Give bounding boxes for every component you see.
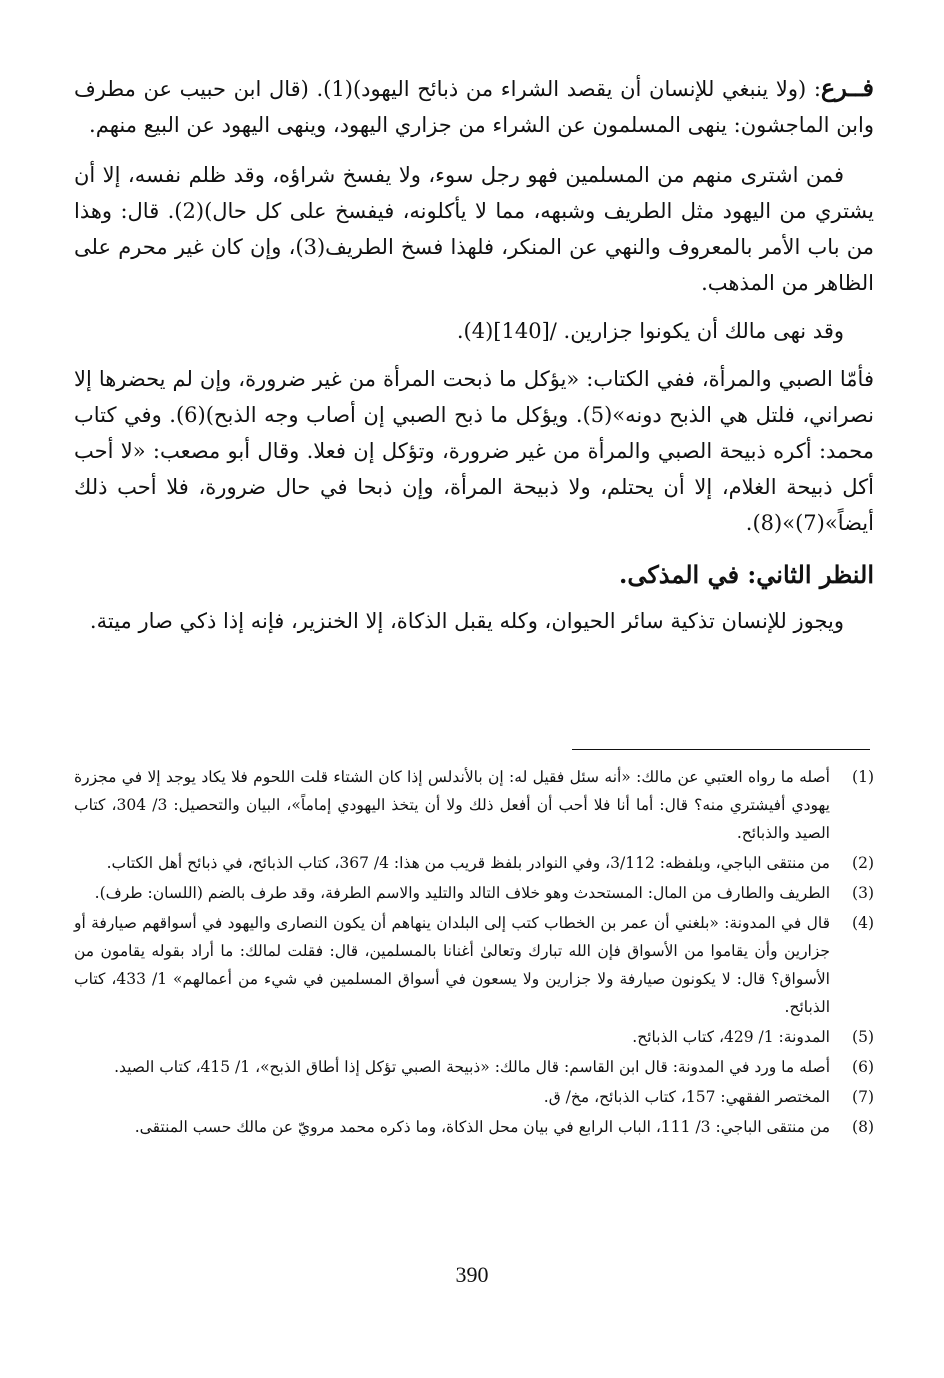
footnote-1 [74, 763, 874, 847]
footnote-8 [74, 1113, 874, 1141]
main-text [74, 70, 874, 639]
footnotes [74, 763, 874, 1143]
footnote-number: (5) [852, 1028, 874, 1046]
paragraph-slaughter: ويجوز للإنسان تذكية سائر الحيوان، وكله يقبل الذكاة، إلا الخنزير، فإنه إذا ذكي صار ميتة. [89, 609, 844, 633]
footnote-text: أصله ما رواه العتبي عن مالك: «أنه سئل فقيل له: إن بالأندلس إذا كان الشتاء قلت اللحوم فلا يكاد يوجد إلا في مجزرة يهودي أفيشتري منه؟ قال: أما أنا فلا أحب أن أفعل ذلك ولا أن يتخذ اليهودي إماماً»، البيان والتحصيل: 3/ 304، كتاب الصيد والذبائح. [74, 768, 830, 842]
footnote-6 [74, 1053, 874, 1081]
footnote-text: من منتقى الباجي، وبلفظه: 3/112، وفي النوادر بلفظ قريب من هذا: 4/ 367، كتاب الذبائح، في ذبائح أهل الكتاب. [106, 854, 830, 872]
footnote-text: أصله ما ورد في المدونة: قال ابن القاسم: قال مالك: «ذبيحة الصبي تؤكل إذا أطاق الذبح»، 1/ 415، كتاب الصيد. [114, 1058, 830, 1076]
footnote-number: (8) [852, 1118, 874, 1136]
footnote-number: (4) [852, 914, 874, 932]
footnote-text: من منتقى الباجي: 3/ 111، الباب الرابع في بيان محل الذكاة، وما ذكره محمد مرويّ عن مالك حسب المنتقى. [134, 1118, 830, 1136]
footnote-text: قال في المدونة: «بلغني أن عمر بن الخطاب كتب إلى البلدان ينهاهم أن يكون النصارى واليهود في أسواقهم صيارفة أو جزارين وأن يقاموا من الأسواق فإن الله تبارك وتعالىٰ أغنانا بالمسلمين، قال: فقلت لمالك: ما أراد بقوله يقامون من الأسواق؟ قال: لا يكونون صيارفة ولا جزارين ولا يسعون في أسواق المسلمين في شيء من أعمالهم» 1/ 433، كتاب الذبائح. [74, 914, 830, 1016]
paragraph-far-ruling [74, 70, 874, 143]
footnote-text: المدونة: 1/ 429، كتاب الذبائح. [632, 1028, 830, 1046]
footnote-number: (6) [852, 1058, 874, 1076]
footnote-divider [572, 749, 870, 750]
footnote-number: (7) [852, 1088, 874, 1106]
paragraph-buyer: فمن اشترى منهم من المسلمين فهو رجل سوء، ولا يفسخ شراؤه، وقد ظلم نفسه، إلا أن يشتري من اليهود مثل الطريف وشبهه، مما لا يأكلونه، فيفسخ على كل حال)(2). قال: وهذا من باب الأمر بالمعروف والنهي عن المنكر، فلهذا فسخ الطريف(3)، وإن كان غير محرم على الظاهر من المذهب. [74, 163, 874, 295]
footnote-text: المختصر الفقهي: 157، كتاب الذبائح، مخ/ ق. [543, 1088, 830, 1106]
footnote-number: (2) [852, 854, 874, 872]
paragraph-far-ruling-text: : (ولا ينبغي للإنسان أن يقصد الشراء من ذبائح اليهود)(1). (قال ابن حبيب عن مطرف وابن الماجشون: ينهى المسلمون عن الشراء من جزاري اليهود، وينهى اليهود عن البيع منهم. [74, 77, 874, 137]
footnote-2 [74, 849, 874, 877]
footnote-5 [74, 1023, 874, 1051]
footnote-number: (3) [852, 884, 874, 902]
footnote-7 [74, 1083, 874, 1111]
section-lead-word: فــرع [820, 73, 874, 102]
paragraph-boy-woman: فأمّا الصبي والمرأة، ففي الكتاب: «يؤكل ما ذبحت المرأة من غير ضرورة، وإن لم يحضرها إلا نصراني، فلتل هي الذبح دونه»(5). ويؤكل ما ذبح الصبي إن أصاب وجه الذبح)(6). وفي كتاب محمد: أكره ذبيحة الصبي والمرأة من غير ضرورة، وتؤكل إن فعلا. وقال أبو مصعب: «لا أحب أكل ذبيحة الغلام، إلا أن يحتلم، ولا ذبيحة المرأة، وإن ذبحا في حال ضرورة، فلا أحب ذلك أيضاً»(7)»(8). [74, 367, 874, 535]
section-heading: النظر الثاني: في المذكى. [618, 560, 874, 589]
footnote-number: (1) [852, 768, 874, 786]
footnote-text: الطريف والطارف من المال: المستحدث وهو خلاف التالد والتليد والاسم الطرفة، وقد طرف بالضم (اللسان: طرف). [94, 884, 830, 902]
paragraph-malik-prohibition: وقد نهى مالك أن يكونوا جزارين. /[140](4). [456, 319, 844, 343]
page-number: 390 [455, 1262, 489, 1287]
footnote-3 [74, 879, 874, 907]
footnote-4 [74, 909, 874, 1021]
